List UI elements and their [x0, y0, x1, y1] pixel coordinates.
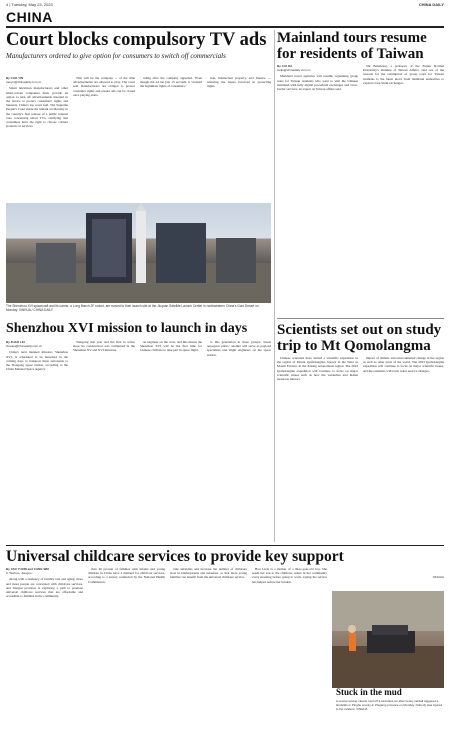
- stuck-title: Stuck in the mud: [336, 687, 402, 697]
- story3-col2: [363, 64, 444, 314]
- story3-email: cuijia@chinadaily.com.cn: [277, 68, 311, 73]
- story3-byline: By CUI JIA: [277, 64, 293, 68]
- story1-col3: [140, 76, 202, 201]
- story1-col1: [6, 76, 68, 201]
- story1-col2: [73, 76, 135, 201]
- paper-name: CHINA DAILY: [418, 2, 444, 7]
- stuck-photo: [332, 591, 444, 688]
- story5-text-4: Hou Lixia is a mother of a three-year-old boy. She sends her son to the childcare center in her community every morning before going to work, saying the service has helped reduce her burden.: [252, 567, 327, 584]
- story5-text-2: than 40 percent of families with infants and young children in China have a demand for childcare services, according to a survey conducted by the National Health Commission.: [88, 567, 165, 584]
- story5-col1: [6, 567, 83, 741]
- story1-email: caoyin@chinadaily.com.cn: [6, 80, 42, 85]
- story2-col4: [207, 340, 271, 540]
- rocket-photo-graphic: [6, 203, 271, 303]
- bottom-rule: [6, 545, 444, 546]
- story5-col3: [170, 567, 247, 741]
- story1-text-4: tion, intellectual property, and finance — referring the issues involved in protecting rights.: [207, 76, 271, 89]
- story4-col1: [277, 356, 358, 544]
- story1-byline: By CAO YIN: [6, 76, 24, 80]
- rocket-photo: [6, 203, 271, 303]
- story3-text-2: Shi Benzhong, a professor at the Fujian Normal University's Institute of Taiwan Affairs, said one of the reasons for the resumption of group tours for Taiwan residents is the latest move from mainland authorities to expand cross-Strait exchanges.: [363, 64, 444, 85]
- story2-col1: [6, 340, 68, 540]
- stuck-caption: A rescue worker cleans mud off a stranded car after heavy rainfall triggered a landslide in Pinghu county in Zhejiang province on Monday. Nobody was injured in the incident. XINHUA: [336, 699, 443, 711]
- story5-headline: Universal childcare services to provide key support: [6, 548, 344, 565]
- story5-col4: [252, 567, 327, 741]
- xinhua-credit: XINHUA: [432, 575, 444, 579]
- page-info: 4 | Tuesday, May 23, 2023: [6, 2, 53, 7]
- story5-col2: [88, 567, 165, 741]
- stuck-photo-graphic: [332, 591, 444, 688]
- story3-rule: [277, 318, 444, 319]
- story2-byline: By ZHAO LEI: [6, 340, 25, 344]
- story4-col2: [363, 356, 444, 544]
- story1-text-1: Smart television manufacturers and other smart-screen companies must provide an option to turn off advertisements inserted in the device to protect consumers' rights and interests, China's top court said. The Supreme People's Court made the remark on Monday in the country's first release of a public interest case concerning smart TVs, clarifying that consumers have the right to choose content products or services.: [6, 86, 68, 129]
- story1-deck: Manufacturers ordered to give option for consumers to switch off commercials: [6, 52, 226, 60]
- story2-col2: [73, 340, 135, 540]
- column-divider: [274, 30, 275, 542]
- story5-place: in Taizhou, Jiangsu: [6, 571, 32, 576]
- story5-byline: By YAO YUXIN and CANG WEI: [6, 567, 50, 571]
- story3-col1: [277, 64, 358, 314]
- story1-col4: [207, 76, 271, 201]
- story4-headline: Scientists set out on study trip to Mt Qomolangma: [277, 322, 442, 354]
- story4-text-2: impact of climate and environmental change in the region as well as other parts of the world. The 2023 Qomolangma expedition will continue to focus on major scientific issues, and the scientists will track water and ice changes.: [363, 356, 444, 373]
- story1-text-2: This will be the company ... of the time advertisements are allowed to play. The court said manufacturers are obliged to protect consumer rights and ensure ads can be closed once playing starts.: [73, 76, 135, 97]
- story2-email: zhaolei@chinadaily.com.cn: [6, 344, 43, 349]
- story1-headline: Court blocks compulsory TV ads: [6, 30, 267, 50]
- story3-text-1: Mainland travel agencies will resume organizing group tours for Taiwan residents who want to visit the Chinese mainland with fully digital procedural exchanges and cross-border services, an expert on Taiwan affairs said.: [277, 74, 358, 92]
- story5-text-3: vide subsidies and increase the number of childcare slots in kindergartens and nurseries, so that more young families can benefit from the universal childcare service.: [170, 567, 247, 580]
- story2-text-2: Tiangong this year and the first to arrive since its construction was completed in the Shenzhou XV and XVI missions.: [73, 340, 135, 353]
- story3-headline: Mainland tours resume for residents of Taiwan: [277, 30, 427, 62]
- section-rule: [6, 26, 444, 28]
- story4-text-1: Chinese scientists have started a scientific expedition in the region of Mount Qomolangma, known in the West as Mount Everest, in the Xizang autonomous region. The 2023 Qomolangma expedition will continue to focus on major scientific issues such as how the westerlies and Indian monsoon interact.: [277, 356, 358, 382]
- top-bar: [6, 2, 444, 8]
- story2-col3: [140, 340, 202, 540]
- rocket-photo-caption: The Shenzhou XVI spacecraft and its carrier, a Long March 2F rocket, are moved to their launch site at the Jiuquan Satellite Launch Center in northwestern China's Gobi Desert on Monday. XINHUA / CHINA DAILY: [6, 304, 259, 312]
- story2-headline: Shenzhou XVI mission to launch in days: [6, 321, 248, 336]
- story2-text-1: China's next manned mission, Shenzhou XVI, is scheduled to be launched in the coming days to transport three astronauts to the Tiangong space station, according to the China Manned Space Agency.: [6, 350, 68, 372]
- story2-text-3: an engineer on the crew, and this means the Shenzhou XVI will be the first time for Chinese civilians to take part in space flight.: [140, 340, 202, 353]
- story5-text-1: Along with a tendency of fertility rate and aging, more and more people are concerned with childcare services, and Jiangsu province is exploring a path to promote universal childcare services that are affordable and accessible to families in the community.: [6, 577, 83, 599]
- section-title: CHINA: [6, 9, 53, 25]
- story1-text-3: ruling after the company appealed. 'Even though the ad ran just 15 seconds, it violated the legitimate rights of consumers.': [140, 76, 202, 89]
- story2-text-4: to this generation in three groups: 'Great aerospace pilots,' another will serve as payload specialists and flight engineers on the space station.: [207, 340, 271, 357]
